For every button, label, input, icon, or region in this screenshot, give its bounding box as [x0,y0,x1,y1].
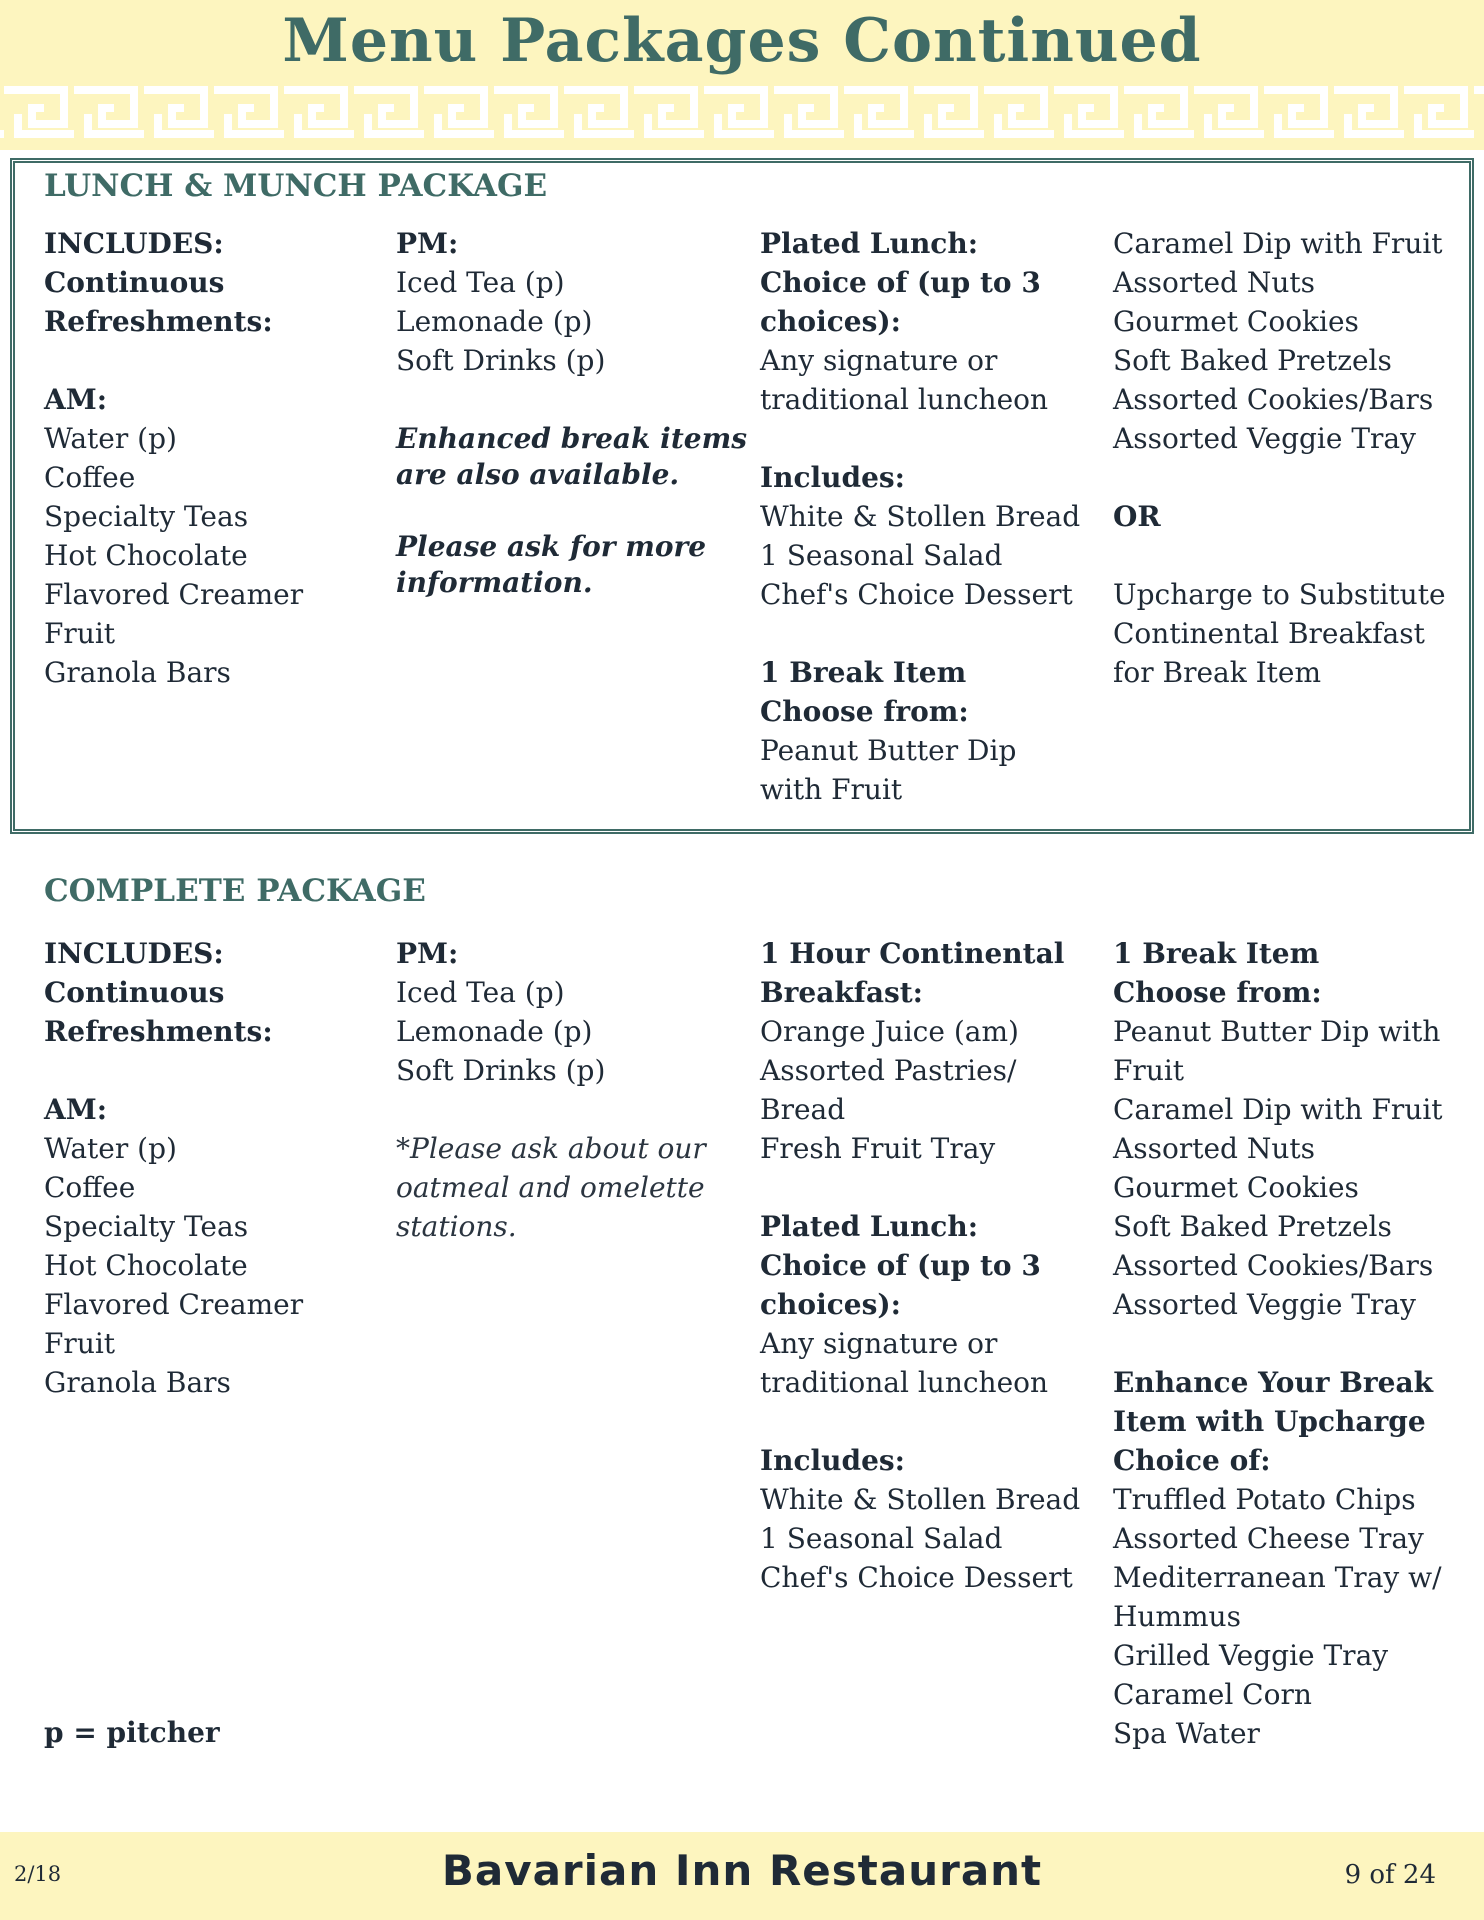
list-item: Spa Water [1113,1717,1260,1750]
lunch-munch-col1 [44,224,303,692]
list-item: Fruit [44,1327,116,1360]
list-item: Soft Drinks (p) [396,344,606,377]
list-item: Iced Tea (p) [396,976,565,1009]
refreshments-label: Refreshments: [44,305,273,338]
list-item: Granola Bars [44,1366,231,1399]
includes-label: INCLUDES: [44,937,224,970]
list-item: Chef's Choice Dessert [760,578,1073,611]
or-label: OR [1113,500,1161,533]
list-item: Truffled Potato Chips [1113,1483,1416,1516]
list-item: Assorted Veggie Tray [1113,1288,1416,1321]
list-item: Flavored Creamer [44,1288,304,1321]
list-item: Water (p) [44,1132,177,1165]
ask-note: information. [396,566,593,599]
list-item: Flavored Creamer [44,578,304,611]
plated-lunch-label: Plated Lunch: [760,227,979,260]
pm-label: PM: [396,227,459,260]
list-item: Gourmet Cookies [1113,305,1359,338]
lunch-munch-col4 [1113,224,1446,692]
footer-band [0,1832,1484,1920]
list-item: Caramel Dip with Fruit [1113,227,1443,260]
list-item: Assorted Cookies/Bars [1113,383,1434,416]
list-item: Peanut Butter Dip with [1113,1015,1441,1048]
lunch-munch-col3 [760,224,1080,809]
list-item: Peanut Butter Dip [760,734,1017,767]
complete-col4 [1113,934,1443,1753]
list-item: Soft Drinks (p) [396,1054,606,1087]
list-item: Grilled Veggie Tray [1113,1639,1389,1672]
list-item: traditional luncheon [760,383,1049,416]
break-item-label: Choose from: [1113,976,1322,1009]
stations-note: *Please ask about our [396,1132,706,1165]
ask-note: Please ask for more [396,530,707,563]
complete-col2 [396,934,706,1246]
list-item: Granola Bars [44,656,231,689]
list-item: Specialty Teas [44,1210,249,1243]
list-item: with Fruit [760,773,903,806]
lunch-munch-col2 [396,224,747,599]
upcharge-note: Continental Breakfast [1113,617,1425,650]
lunch-munch-title: LUNCH & MUNCH PACKAGE [44,168,548,204]
enhance-break-label: Choice of: [1113,1444,1271,1477]
list-item: 1 Seasonal Salad [760,539,1003,572]
list-item: White & Stollen Bread [760,500,1081,533]
list-item: Assorted Cookies/Bars [1113,1249,1434,1282]
continental-breakfast-label: 1 Hour Continental [760,937,1065,970]
list-item: Iced Tea (p) [396,266,565,299]
includes-label: Includes: [760,461,905,494]
list-item: Assorted Nuts [1113,1132,1316,1165]
includes-label: INCLUDES: [44,227,224,260]
list-item: Specialty Teas [44,500,249,533]
break-item-label: 1 Break Item [760,656,967,689]
am-label: AM: [44,383,108,416]
list-item: traditional luncheon [760,1366,1049,1399]
list-item: Gourmet Cookies [1113,1171,1359,1204]
list-item: Coffee [44,1171,136,1204]
list-item: Coffee [44,461,136,494]
list-item: Lemonade (p) [396,1015,593,1048]
plated-lunch-label: Choice of (up to 3 [760,1249,1041,1282]
list-item: Assorted Nuts [1113,266,1316,299]
am-label: AM: [44,1093,108,1126]
list-item: Hot Chocolate [44,539,248,572]
continuous-label: Continuous [44,266,225,299]
list-item: Water (p) [44,422,177,455]
list-item: Orange Juice (am) [760,1015,1019,1048]
list-item: White & Stollen Bread [760,1483,1081,1516]
list-item: Hummus [1113,1600,1241,1633]
list-item: Fruit [1113,1054,1185,1087]
complete-package-title: COMPLETE PACKAGE [44,873,426,909]
continental-breakfast-label: Breakfast: [760,976,923,1009]
stations-note: oatmeal and omelette [396,1171,705,1204]
list-item: Assorted Veggie Tray [1113,422,1416,455]
list-item: Caramel Corn [1113,1678,1312,1711]
list-item: Fresh Fruit Tray [760,1132,996,1165]
list-item: Soft Baked Pretzels [1113,1210,1392,1243]
break-item-label: Choose from: [760,695,969,728]
complete-col1 [44,934,303,1402]
upcharge-note: for Break Item [1113,656,1322,689]
plated-lunch-label: Choice of (up to 3 [760,266,1041,299]
enhanced-note: Enhanced break items [396,422,747,455]
list-item: Caramel Dip with Fruit [1113,1093,1443,1126]
list-item: Any signature or [760,344,998,377]
list-item: Chef's Choice Dessert [760,1561,1073,1594]
list-item: Any signature or [760,1327,998,1360]
enhance-break-label: Item with Upcharge [1113,1405,1426,1438]
continuous-label: Continuous [44,976,225,1009]
list-item: Fruit [44,617,116,650]
pm-label: PM: [396,937,459,970]
stations-note: stations. [396,1210,517,1243]
plated-lunch-label: choices): [760,305,901,338]
page-title: Menu Packages Continued [282,6,1202,76]
footer-date: 2/18 [14,1862,62,1886]
header-band [0,0,1484,150]
list-item: Hot Chocolate [44,1249,248,1282]
complete-col3 [760,934,1080,1597]
list-item: 1 Seasonal Salad [760,1522,1003,1555]
enhanced-note: are also available. [396,458,680,491]
pitcher-legend: p = pitcher [44,1716,220,1749]
list-item: Assorted Pastries/ [760,1054,1017,1087]
restaurant-name: Bavarian Inn Restaurant [441,1846,1043,1895]
greek-key-border-icon [0,84,1484,146]
upcharge-note: Upcharge to Substitute [1113,578,1446,611]
includes-label: Includes: [760,1444,905,1477]
refreshments-label: Refreshments: [44,1015,273,1048]
plated-lunch-label: Plated Lunch: [760,1210,979,1243]
enhance-break-label: Enhance Your Break [1113,1366,1434,1399]
list-item: Soft Baked Pretzels [1113,344,1392,377]
list-item: Lemonade (p) [396,305,593,338]
page-number: 9 of 24 [1344,1860,1436,1890]
list-item: Mediterranean Tray w/ [1113,1561,1442,1594]
break-item-label: 1 Break Item [1113,937,1320,970]
list-item: Bread [760,1093,846,1126]
plated-lunch-label: choices): [760,1288,901,1321]
list-item: Assorted Cheese Tray [1113,1522,1424,1555]
